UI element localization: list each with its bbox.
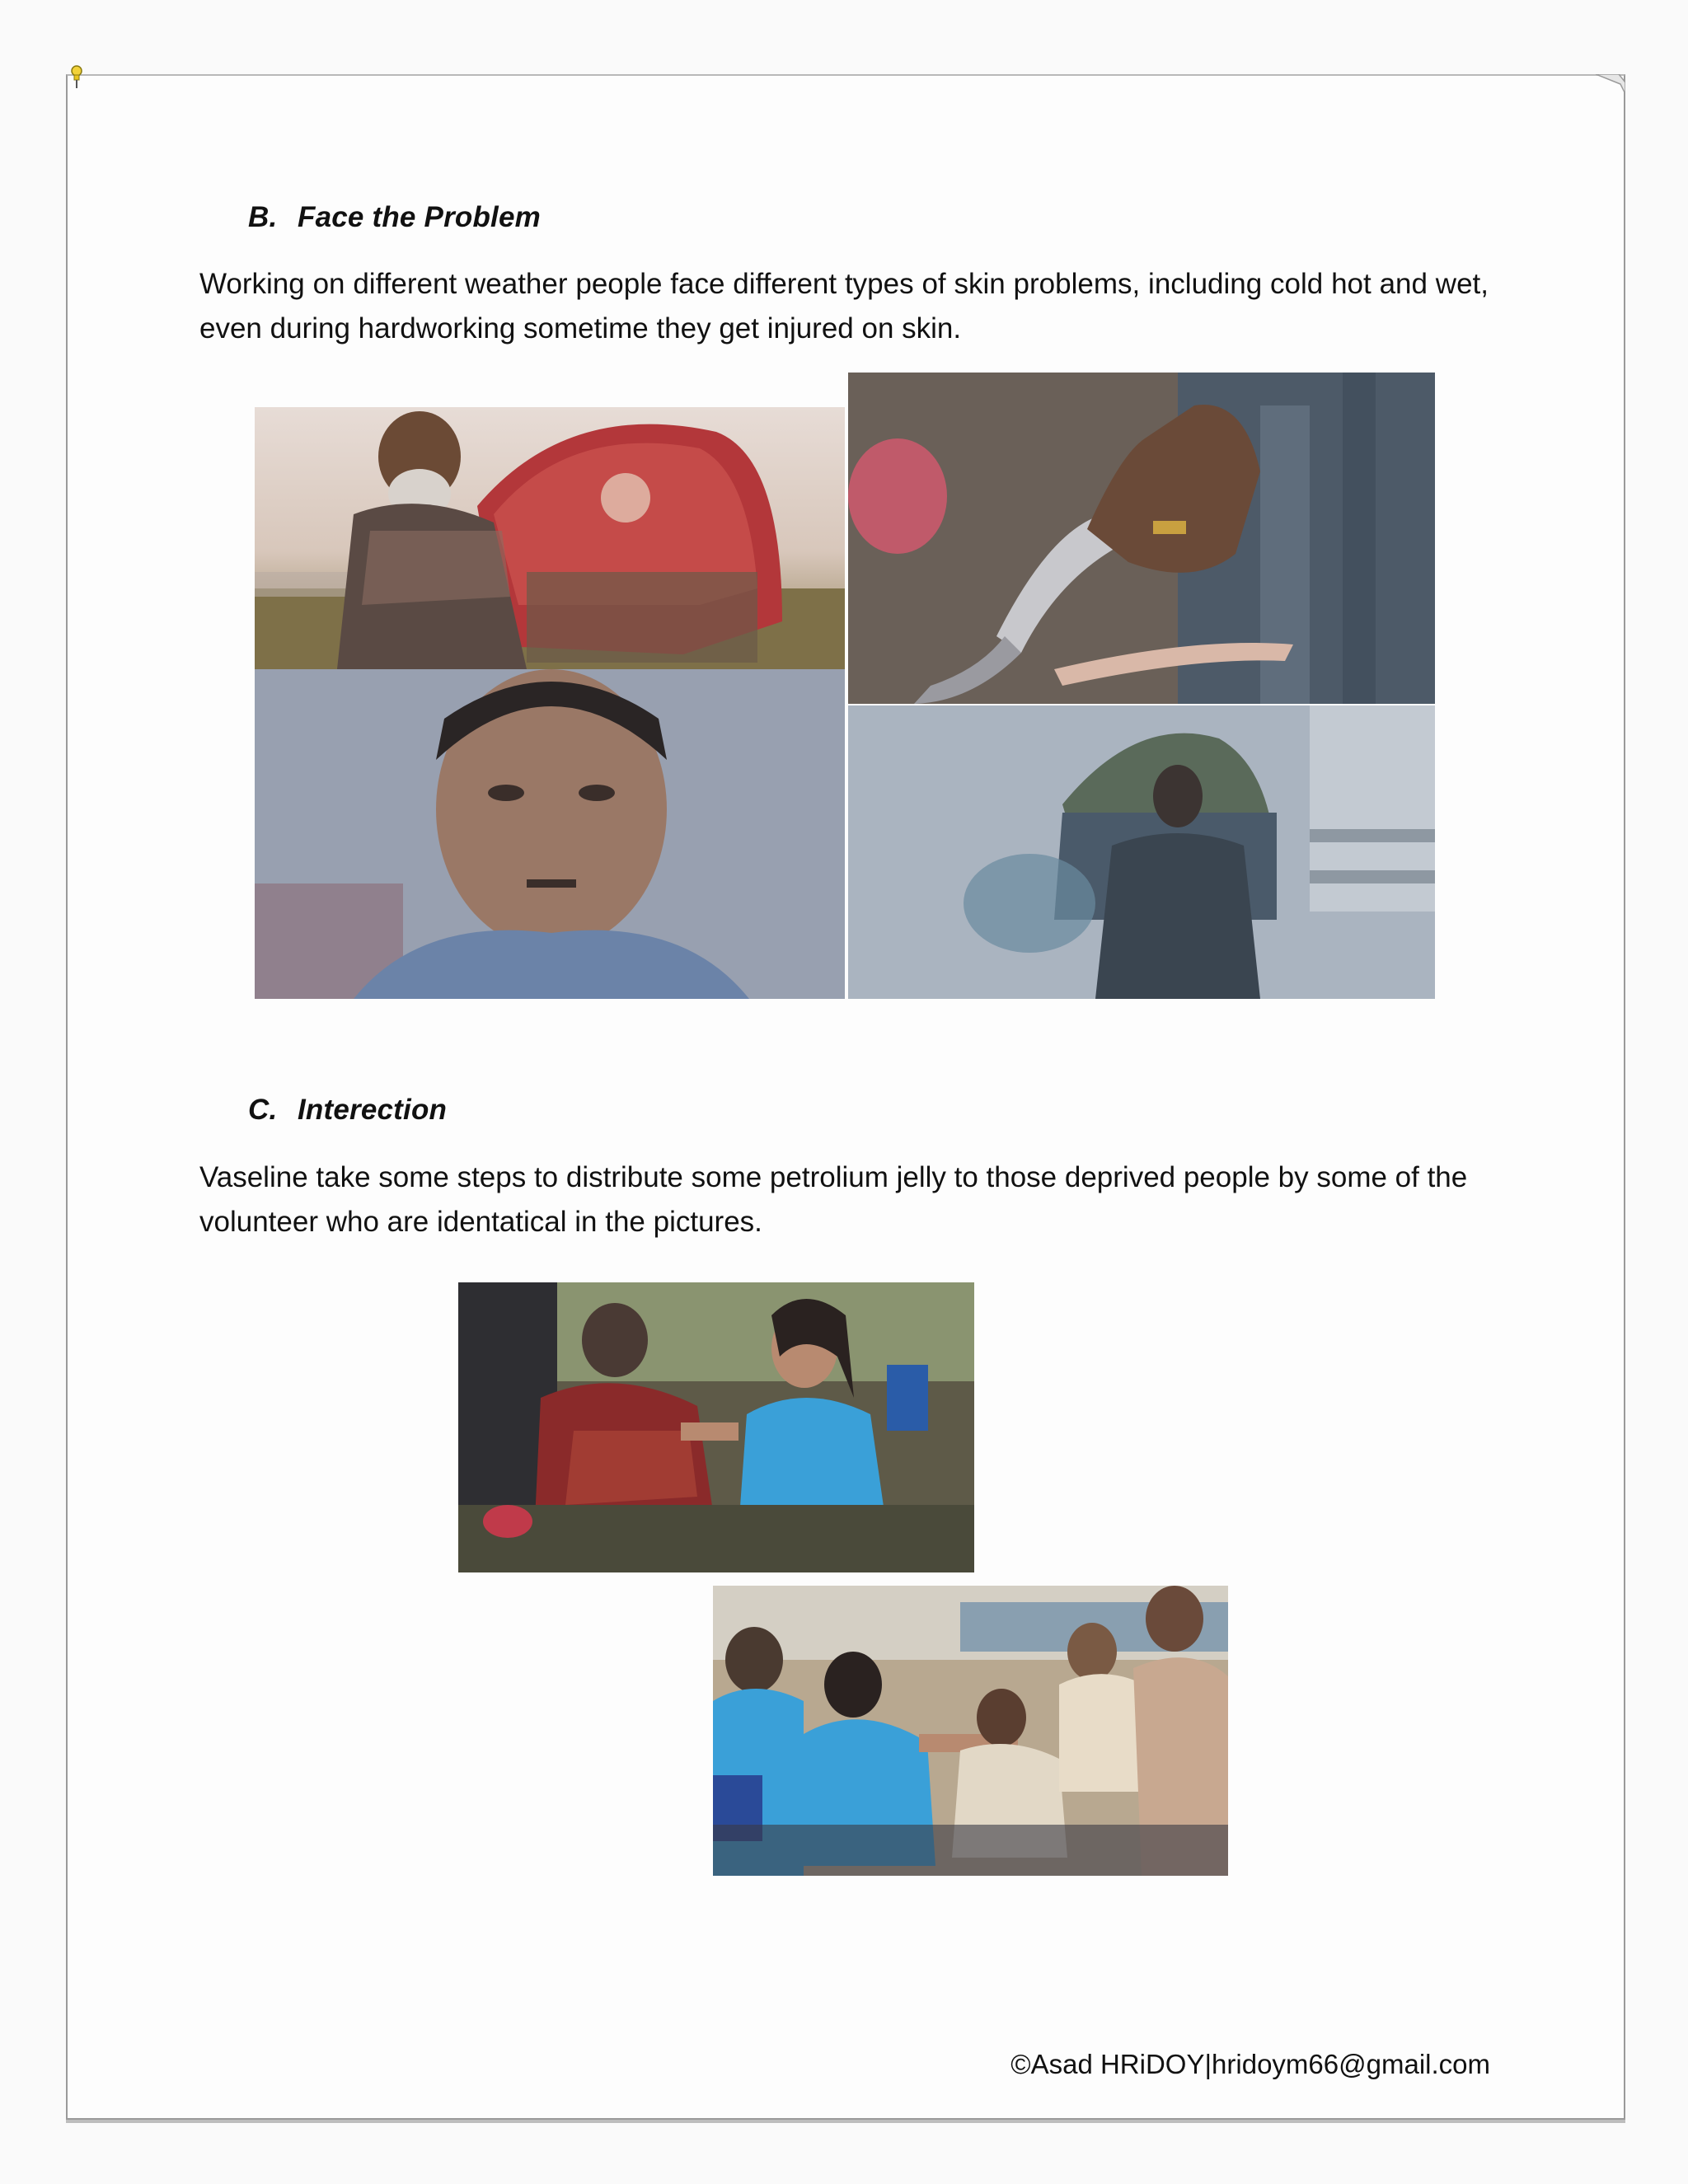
pushpin-icon — [69, 64, 84, 89]
photo-hand-on-handlebar — [848, 373, 1435, 704]
photo-old-rickshaw-puller — [255, 407, 845, 669]
section-c-letter: C. — [248, 1094, 278, 1126]
section-b-title: Face the Problem — [298, 201, 541, 233]
section-c-title: Interection — [298, 1094, 448, 1126]
photo-volunteers-distributing-jelly — [713, 1586, 1228, 1876]
section-b-paragraph: Working on different weather people face different types of skin problems, including cold hot and wet, even during hardworking sometime they get injured on skin. — [199, 268, 1489, 344]
footer-credit: ©Asad HRiDOY|hridoym66@gmail.com — [1010, 2049, 1490, 2079]
photo-volunteer-handshake — [458, 1282, 974, 1572]
section-b-heading — [248, 201, 541, 234]
section-c-paragraph: Vaseline take some steps to distribute some petrolium jelly to those deprived people by some of the volunteer who are identatical in the pictures. — [199, 1161, 1468, 1238]
photo-man-face-closeup — [255, 669, 845, 999]
page-corner-fold-icon — [1596, 74, 1625, 94]
photo-rickshaw-puller-street — [848, 705, 1435, 999]
section-c-heading — [248, 1094, 447, 1127]
section-b-letter: B. — [248, 201, 278, 233]
